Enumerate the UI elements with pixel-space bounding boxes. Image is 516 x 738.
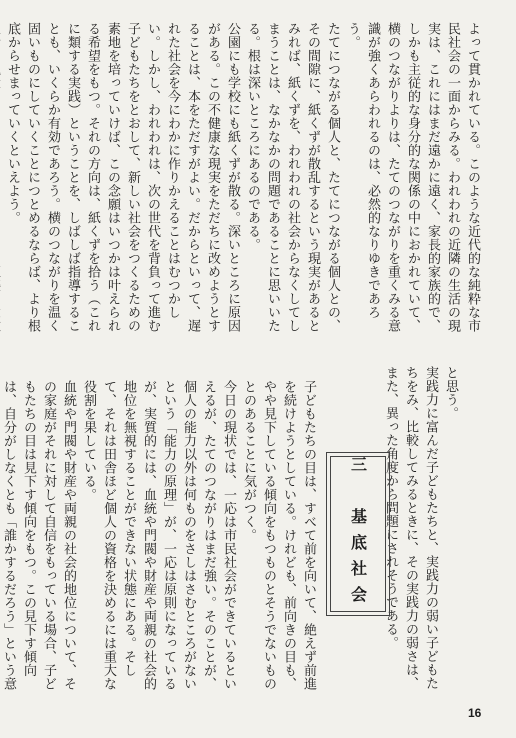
paragraph: よって貫かれている。このような近代的な純粋な市民社会の一面からみる。われわれの近隣の生活の現実は、これにはまだ遠かに遠く、家長的家族的で、しかも主従的な身分的な関係の中におかれていて、横のつながりよりは、たてのつながりを重くみる意識が強くあらわれるのは、必然的なりゆきであろう。: [345, 22, 480, 333]
section-heading-box: [326, 452, 390, 616]
lower-right-body-text: [383, 366, 460, 702]
paragraph: 実践力に富んだ子どもたちと、実践力の弱い子どもたちをみ、比較してみるときに、その実践力の弱さは、また、異った角度から問題にされそうである。: [383, 366, 438, 690]
paragraph: 今日の現状では、一応は市民社会ができているといえるが、たてのつながりはまだ強い。そのことが、個人の能力以外は何ものをさしはさむところがないという「能力の原理」が、一応は原則になっているが、実質的には、血統や門閥や財産や両親の社会的地位を無視することができない状態にある。そして、それは田舎ほど個人の資格を決めるには重大な役割を果している。: [81, 380, 236, 691]
paragraph: [0, 22, 2, 340]
section-heading: 三 基底社会: [348, 456, 368, 612]
page-number: 16: [468, 706, 482, 720]
paragraph: 子どもたちの目は、すべて前を向いて、絶えず前進を続けようとしている。けれども、前向きの目も、やや見下している傾向をもつものとそうでないものとのあることに気がつく。: [241, 380, 316, 691]
paragraph: 公園にも学校にも紙くずが散る。深いところに原因がある。この不健康な現実をただちに改めようとすることは、本をただすがよい。だからといって、遅れた社会を今にわかに作りかえることはむつかしい。しかし、われわれは、次の世代を背負って進む子どもたちをとおして、新しい社会をつくるための素地を培っていけば、この念願はいつかは叶えられる希望をもつ。それの方向は、紙くずを拾う（これに類する実践）ということを、しばしば指導することも、いくらか有効であろう。横のつながりを温く固いものにしていくことにつとめるならば、より根底からせまっていくといえよう。: [5, 22, 240, 333]
upper-body-text: [5, 22, 482, 340]
paragraph: と思う。: [443, 366, 458, 420]
paragraph: たてにつながる個人と、たてにつながる個人との、その間隙に、紙くずが散乱するという現実があるとみれば、紙くずを、われわれの社会からなくしてしまうことは、なかなかの問題であることに思いいたる。根は深いところにあるのである。: [245, 22, 340, 333]
lower-left-body-text: [1, 380, 318, 700]
paragraph: 血統や門閥や財産や両親の社会的地位について、その家庭がそれに対して自信をもっている場合、子どもたちの目は見下す傾向をもつ。この見下す傾向は、自分がしなくとも「誰かするだろう」という意: [1, 380, 76, 691]
